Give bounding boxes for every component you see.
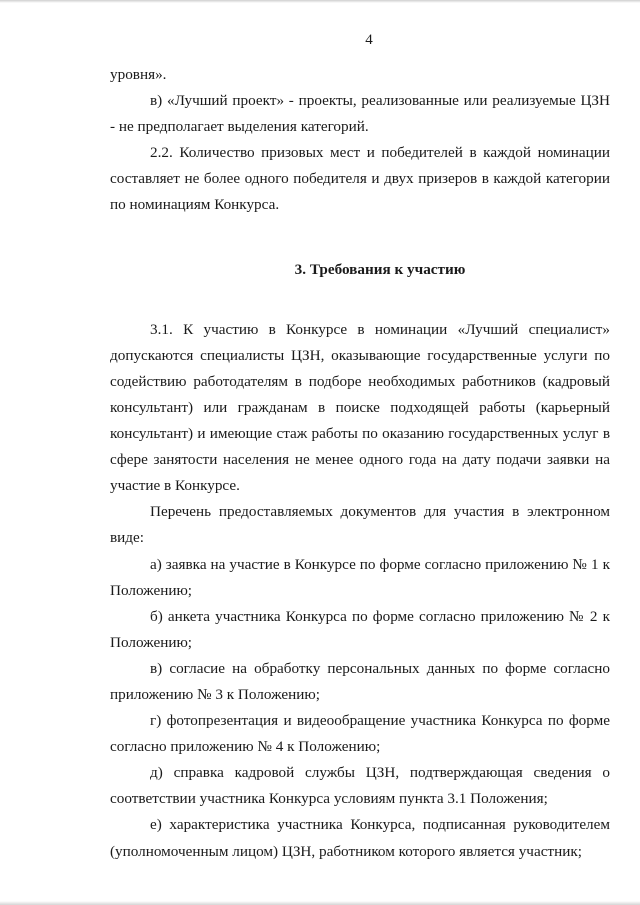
list-item-a: а) заявка на участие в Конкурсе по форме согласно приложению № 1 к Положению; (110, 555, 610, 599)
list-item-v: в) согласие на обработку персональных данных по форме согласно приложению № 3 к Положению; (110, 659, 610, 703)
document-body (110, 62, 610, 865)
page-number: 4 (365, 32, 373, 48)
list-item-e: е) характеристика участника Конкурса, подписанная руководителем (уполномоченным лицом) ЦЗН, работником которого является участник; (110, 816, 610, 860)
list-item-b: б) анкета участника Конкурса по форме согласно приложению № 2 к Положению; (110, 607, 610, 651)
paragraph-best-project: в) «Лучший проект» - проекты, реализованные или реализуемые ЦЗН - не предполагает выделения категорий. (110, 92, 610, 136)
scan-edge-top (0, 0, 640, 3)
paragraph-documents-intro: Перечень предоставляемых документов для участия в электронном виде: (110, 503, 610, 547)
spacer (110, 283, 610, 317)
paragraph-2-2: 2.2. Количество призовых мест и победителей в каждой номинации составляет не более одного победителя и двух призеров в каждой категории по номинациям Конкурса. (110, 144, 610, 214)
list-item-d: д) справка кадровой службы ЦЗН, подтверждающая сведения о соответствии участника Конкурса условиям пункта 3.1 Положения; (110, 764, 610, 808)
paragraph-3-1: 3.1. К участию в Конкурсе в номинации «Лучший специалист» допускаются специалисты ЦЗН, оказывающие государственные услуги по содействию работодателям в подборе необходимых работников (кадровый консультант) или гражданам в поиске подходящей работы (карьерный консультант) и имеющие стаж работы по оказанию государственных услуг в сфере занятости населения не менее одного года на дату подачи заявки на участие в Конкурсе. (110, 320, 610, 495)
paragraph-continuation: уровня». (110, 66, 167, 83)
section-heading: 3. Требования к участию (294, 260, 466, 278)
spacer (110, 219, 610, 257)
list-item-g: г) фотопрезентация и видеообращение участника Конкурса по форме согласно приложению № 4 к Положению; (110, 712, 610, 756)
scan-edge-bottom (0, 901, 640, 905)
